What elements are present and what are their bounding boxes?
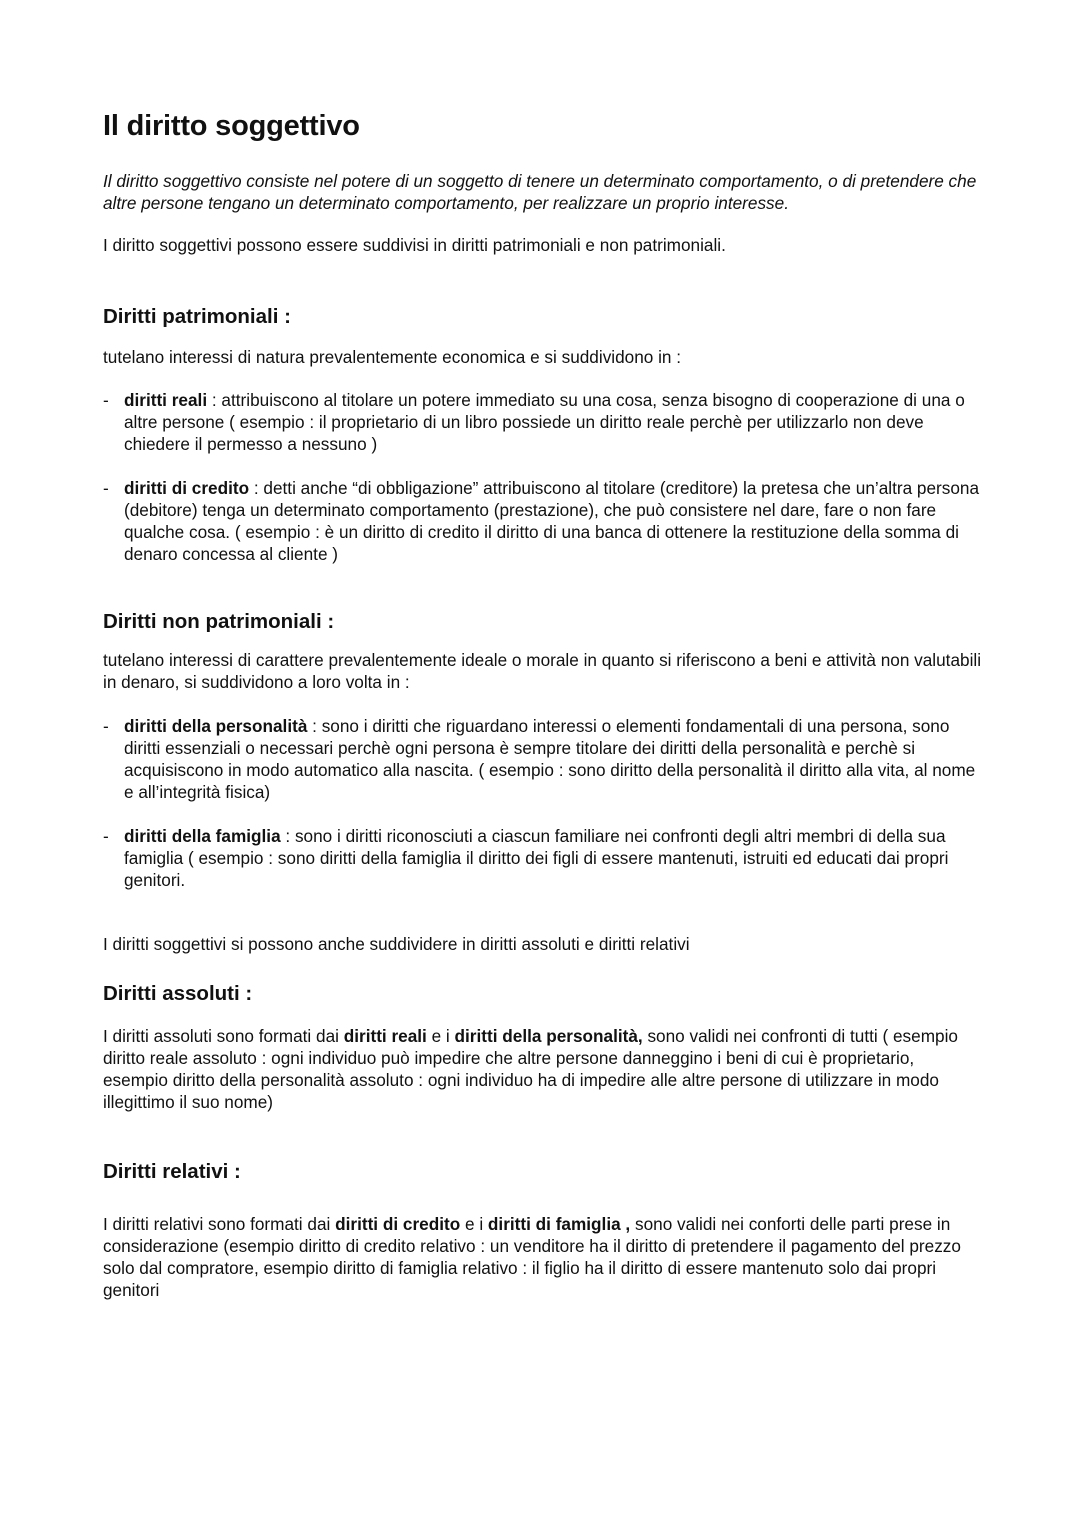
text-span: I diritti relativi sono formati dai (103, 1214, 336, 1234)
text-span: e i (460, 1214, 488, 1234)
dash-bullet: - (103, 826, 109, 846)
item-text: : attribuiscono al titolare un potere immediato su una cosa, senza bisogno di cooperazione di una o altre persone ( esempio : il proprietario di un libro possiede un diritto reale perchè per utilizzarlo non deve chiedere il permesso a nessuno ) (124, 390, 965, 454)
list-item (103, 389, 983, 455)
heading-relativi: Diritti relativi : (103, 1160, 241, 1183)
division-statement-2: I diritti soggettivi si possono anche suddividere in diritti assoluti e diritti relativi (103, 934, 690, 954)
item-text: : sono i diritti che riguardano interessi o elementi fondamentali di una persona, sono diritti essenziali o necessari perchè ogni persona è sempre titolare dei diritti della personalità e perchè si acquisiscono in modo automatico alla nascita. ( esempio : sono diritto della personalità il diritto alla vita, al nome e all’integrità fisica) (124, 716, 976, 802)
dash-bullet: - (103, 478, 109, 498)
heading-non-patrimoniali: Diritti non patrimoniali : (103, 610, 335, 633)
assoluti-description (103, 1025, 983, 1113)
text-span: sono validi nei confronti di tutti ( esempio diritto reale assoluto : ogni individuo può impedire che altre persone danneggino i beni di cui è proprietario, esempio diritto della personalità assoluto : ogni individuo ha di impedire alle altre persone di utilizzare in modo illegittimo il suo nome) (103, 1026, 958, 1112)
item-text: : detti anche “di obbligazione” attribuiscono al titolare (creditore) la pretesa che un’altra persona (debitore) tenga un determinato comportamento (prestazione), che può consistere nel dare, fare o non fare qualche cosa. ( esempio : è un diritto di credito il diritto di una banca di ottenere la restituzione della somma di denaro concessa al cliente ) (124, 478, 980, 564)
item-text: : sono i diritti riconosciuti a ciascun familiare nei confronti degli altri membri di della sua famiglia ( esempio : sono diritti della famiglia il diritto dei figli di essere mantenuti, istruiti ed educati dai propri genitori. (124, 826, 949, 890)
bold-term: diritti della personalità, (454, 1026, 643, 1046)
item-term: diritti della personalità (124, 716, 308, 736)
heading-patrimoniali: Diritti patrimoniali : (103, 305, 291, 328)
intro-definition: Il diritto soggettivo consiste nel potere di un soggetto di tenere un determinato comportamento, o di pretendere che altre persone tengano un determinato comportamento, per realizzare un proprio interesse. (103, 171, 977, 213)
text-span: I diritti assoluti sono formati dai (103, 1026, 344, 1046)
patrimoniali-list (103, 389, 983, 565)
bold-term: diritti reali (343, 1026, 427, 1046)
item-term: diritti reali (124, 390, 208, 410)
text-span: sono validi nei conforti delle parti prese in considerazione (esempio diritto di credito relativo : un venditore ha il diritto di pretendere il pagamento del prezzo solo dal compratore, esempio diritto di famiglia relativo : il figlio ha il diritto di essere mantenuto solo dai propri genitori (103, 1214, 961, 1300)
document-page (103, 108, 983, 1301)
patrimoniali-description: tutelano interessi di natura prevalentemente economica e si suddividono in : (103, 347, 682, 367)
non-patrimoniali-description: tutelano interessi di carattere prevalentemente ideale o morale in quanto si riferiscono a beni e attività non valutabili in denaro, si suddividono a loro volta in : (103, 650, 982, 692)
bold-term: diritti di credito (335, 1214, 461, 1234)
page-title: Il diritto soggettivo (103, 110, 360, 142)
division-statement-1: I diritto soggettivi possono essere suddivisi in diritti patrimoniali e non patrimoniali. (103, 235, 726, 255)
dash-bullet: - (103, 716, 109, 736)
item-term: diritti di credito (124, 478, 250, 498)
list-item (103, 825, 983, 891)
dash-bullet: - (103, 390, 109, 410)
item-term: diritti della famiglia (124, 826, 281, 846)
non-patrimoniali-list (103, 715, 983, 891)
bold-term: diritti di famiglia , (487, 1214, 631, 1234)
text-span: e i (426, 1026, 455, 1046)
heading-assoluti: Diritti assoluti : (103, 982, 253, 1005)
list-item (103, 477, 983, 565)
relativi-description (103, 1213, 983, 1301)
list-item (103, 715, 983, 803)
